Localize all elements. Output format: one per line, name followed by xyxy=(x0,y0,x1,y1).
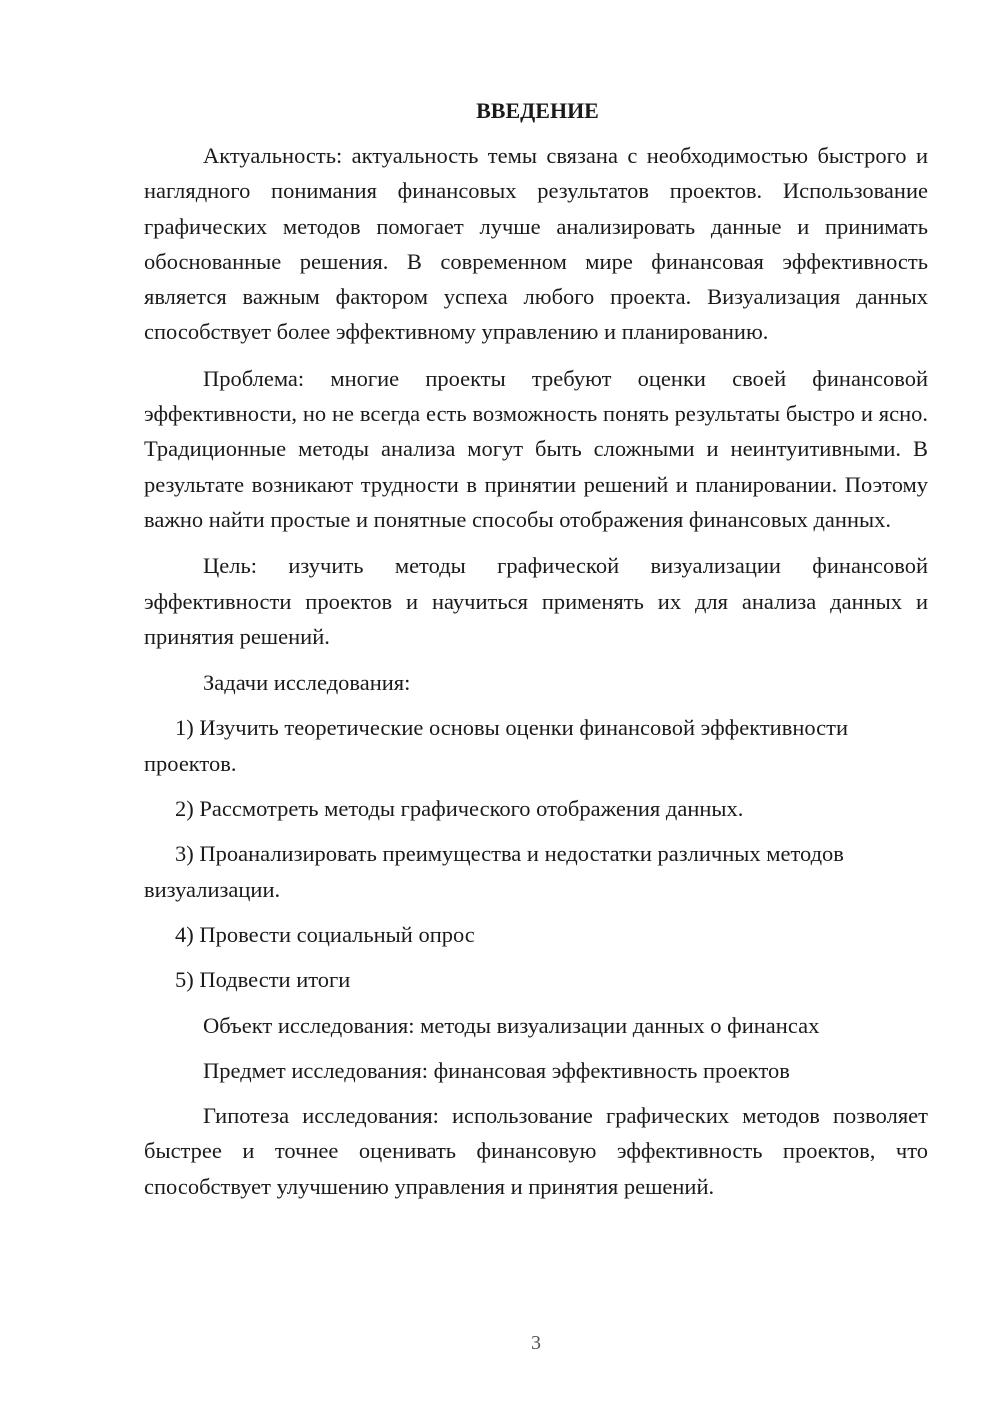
research-subject: Предмет исследования: финансовая эффективность проектов xyxy=(203,1057,790,1083)
tasks-heading: Задачи исследования: xyxy=(203,670,411,696)
paragraph-problem: Проблема: многие проекты требуют оценки своей финансовой эффективности, но не всегда есть возможность понять результаты быстро и ясно. Традиционные методы анализа могут быть сложными и неинтуитивными. В результате возникают трудности в принятии решений и планировании. Поэтому важно найти простые и понятные способы отображения финансовых данных. xyxy=(144,365,928,532)
research-hypothesis: Гипотеза исследования: использование графических методов позволяет быстрее и точнее оценивать финансовую эффективность проектов, что способствует улучшению управления и принятия решений. xyxy=(144,1103,928,1199)
task-item: 3) Проанализировать преимущества и недостатки различных методов визуализации. xyxy=(144,841,844,902)
task-item: 2) Рассмотреть методы графического отображения данных. xyxy=(175,796,744,822)
task-item: 1) Изучить теоретические основы оценки финансовой эффективности проектов. xyxy=(144,715,849,776)
page-title: ВВЕДЕНИЕ xyxy=(476,98,599,123)
page-content xyxy=(144,93,928,1215)
research-object: Объект исследования: методы визуализации данных о финансах xyxy=(203,1012,820,1038)
task-item: 4) Провести социальный опрос xyxy=(175,921,475,947)
paragraph-goal: Цель: изучить методы графической визуализации финансовой эффективности проектов и научиться применять их для анализа данных и принятия решений. xyxy=(144,553,928,649)
paragraph-relevance: Актуальность: актуальность темы связана с необходимостью быстрого и наглядного понимания финансовых результатов проектов. Использование графических методов помогает лучше анализировать данные и принимать обоснованные решения. В современном мире финансовая эффективность является важным фактором успеха любого проекта. Визуализация данных способствует более эффективному управлению и планированию. xyxy=(144,143,928,345)
task-item: 5) Подвести итоги xyxy=(175,967,351,993)
page-number: 3 xyxy=(531,1332,541,1354)
